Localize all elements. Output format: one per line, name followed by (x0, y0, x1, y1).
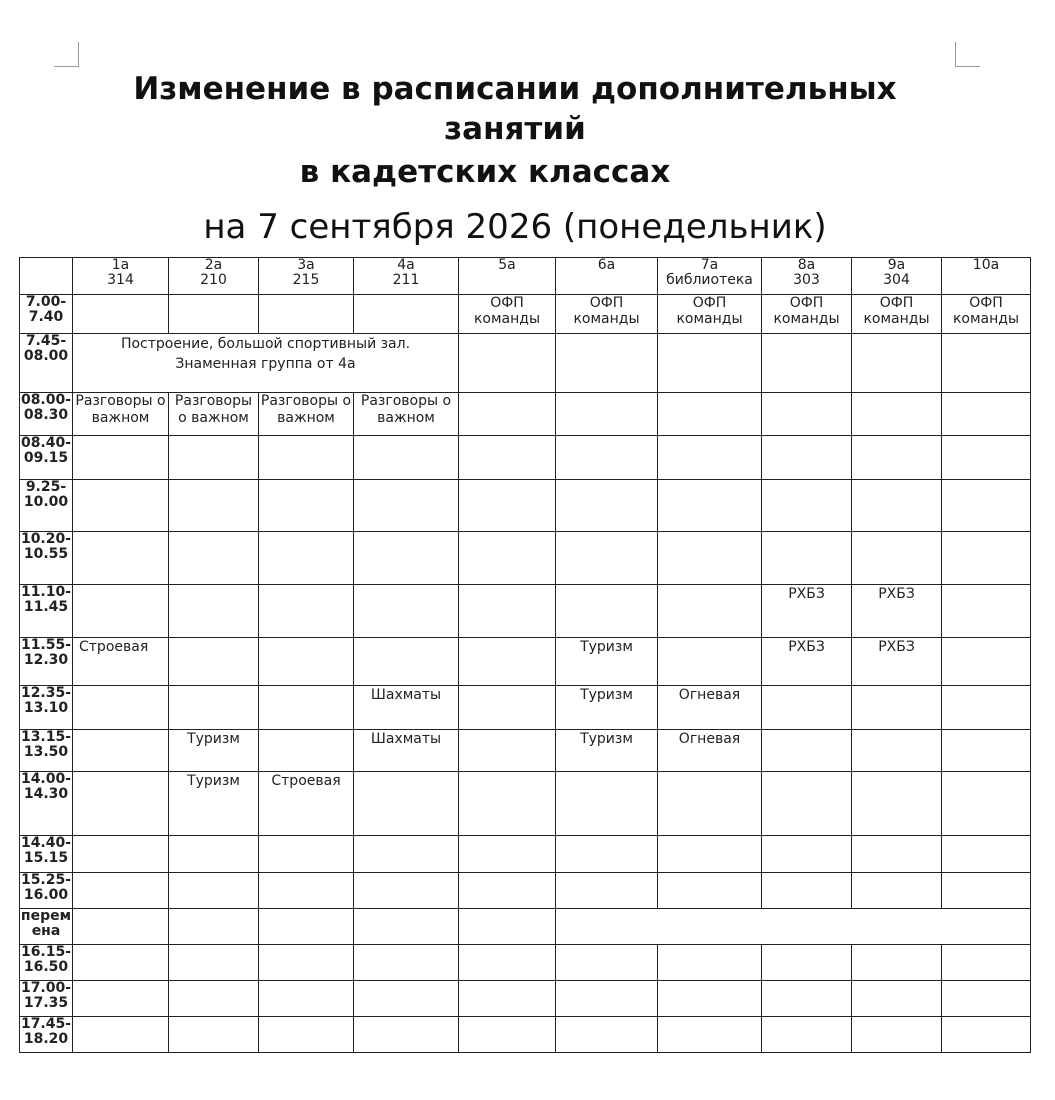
col-header-1a: 1а 314 (73, 258, 169, 295)
table-row (20, 873, 1031, 909)
time-cell: 16.15- 16.50 (20, 945, 73, 981)
col-header-7a: 7а библиотека (658, 258, 762, 295)
table-row (20, 686, 1031, 730)
time-cell: 08.40- 09.15 (20, 436, 73, 480)
talks-cell-2a: Разговоры о важном (169, 393, 259, 436)
table-row (20, 1017, 1031, 1053)
talks-cell-1a: Разговоры о важном (73, 393, 169, 436)
corner-cell (20, 258, 73, 295)
table-row (20, 480, 1031, 532)
ofp-cell-5a: ОФП команды (459, 295, 556, 334)
title-line-3: в кадетских классах (299, 154, 671, 190)
ofp-cell-8a: ОФП команды (762, 295, 852, 334)
title-line-1: Изменение в расписании дополнительных (133, 71, 897, 107)
ognevaya-cell-7a: Огневая (658, 686, 762, 730)
col-header-10a: 10а (942, 258, 1031, 295)
col-header-4a: 4а 211 (354, 258, 459, 295)
ognevaya-cell-7a-2: Огневая (658, 730, 762, 772)
time-cell: 14.00- 14.30 (20, 772, 73, 836)
ofp-cell-6a: ОФП команды (556, 295, 658, 334)
turizm-cell-6a-2: Туризм (556, 686, 658, 730)
shahmaty-cell-4a: Шахматы (354, 686, 459, 730)
col-header-6a: 6а (556, 258, 658, 295)
rhbz-cell-9a-2: РХБЗ (852, 638, 942, 686)
rhbz-cell-8a-2: РХБЗ (762, 638, 852, 686)
page-corner-mark-left (54, 42, 79, 67)
table-row (20, 730, 1031, 772)
time-cell: 11.55- 12.30 (20, 638, 73, 686)
table-row (20, 436, 1031, 480)
table-row (20, 532, 1031, 585)
rhbz-cell-9a: РХБЗ (852, 585, 942, 638)
table-row (20, 393, 1031, 436)
table-row (20, 981, 1031, 1017)
turizm-cell-2a: Туризм (169, 730, 259, 772)
time-cell: 14.40- 15.15 (20, 836, 73, 873)
col-header-9a: 9а 304 (852, 258, 942, 295)
col-header-3a: 3а 215 (259, 258, 354, 295)
table-row (20, 945, 1031, 981)
time-cell: 17.00- 17.35 (20, 981, 73, 1017)
time-cell: 11.10- 11.45 (20, 585, 73, 638)
time-cell: 7.00- 7.40 (20, 295, 73, 334)
stroevaya-cell-1a: Строевая (73, 638, 169, 686)
time-cell: 9.25- 10.00 (20, 480, 73, 532)
title-date: на 7 сентября 2026 (понедельник) (203, 207, 827, 247)
turizm-cell-6a: Туризм (556, 638, 658, 686)
ofp-cell-10a: ОФП команды (942, 295, 1031, 334)
break-merged-cell (556, 909, 1031, 945)
table-row (20, 295, 1031, 334)
title-line-2: занятий (444, 111, 586, 147)
table-row (20, 909, 1031, 945)
talks-cell-3a: Разговоры о важном (259, 393, 354, 436)
schedule-table (19, 257, 1031, 1053)
time-cell: 08.00- 08.30 (20, 393, 73, 436)
table-row (20, 638, 1031, 686)
table-row (20, 585, 1031, 638)
turizm-cell-2a-2: Туризм (169, 772, 259, 836)
ofp-cell-7a: ОФП команды (658, 295, 762, 334)
time-cell: 17.45- 18.20 (20, 1017, 73, 1053)
page-corner-mark-right (955, 42, 980, 67)
time-cell: 10.20- 10.55 (20, 532, 73, 585)
table-row (20, 334, 1031, 393)
time-cell: 15.25- 16.00 (20, 873, 73, 909)
shahmaty-cell-4a-2: Шахматы (354, 730, 459, 772)
turizm-cell-6a-3: Туризм (556, 730, 658, 772)
table-row (20, 772, 1031, 836)
ofp-cell-9a: ОФП команды (852, 295, 942, 334)
col-header-2a: 2а 210 (169, 258, 259, 295)
time-cell-break: перем ена (20, 909, 73, 945)
time-cell: 13.15- 13.50 (20, 730, 73, 772)
talks-cell-4a: Разговоры о важном (354, 393, 459, 436)
col-header-5a: 5а (459, 258, 556, 295)
lineup-note: Построение, большой спортивный зал. Знаменная группа от 4а (73, 334, 459, 393)
time-cell: 7.45- 08.00 (20, 334, 73, 393)
col-header-8a: 8а 303 (762, 258, 852, 295)
table-row (20, 836, 1031, 873)
time-cell: 12.35- 13.10 (20, 686, 73, 730)
rhbz-cell-8a: РХБЗ (762, 585, 852, 638)
header-row (20, 258, 1031, 295)
stroevaya-cell-3a: Строевая (259, 772, 354, 836)
